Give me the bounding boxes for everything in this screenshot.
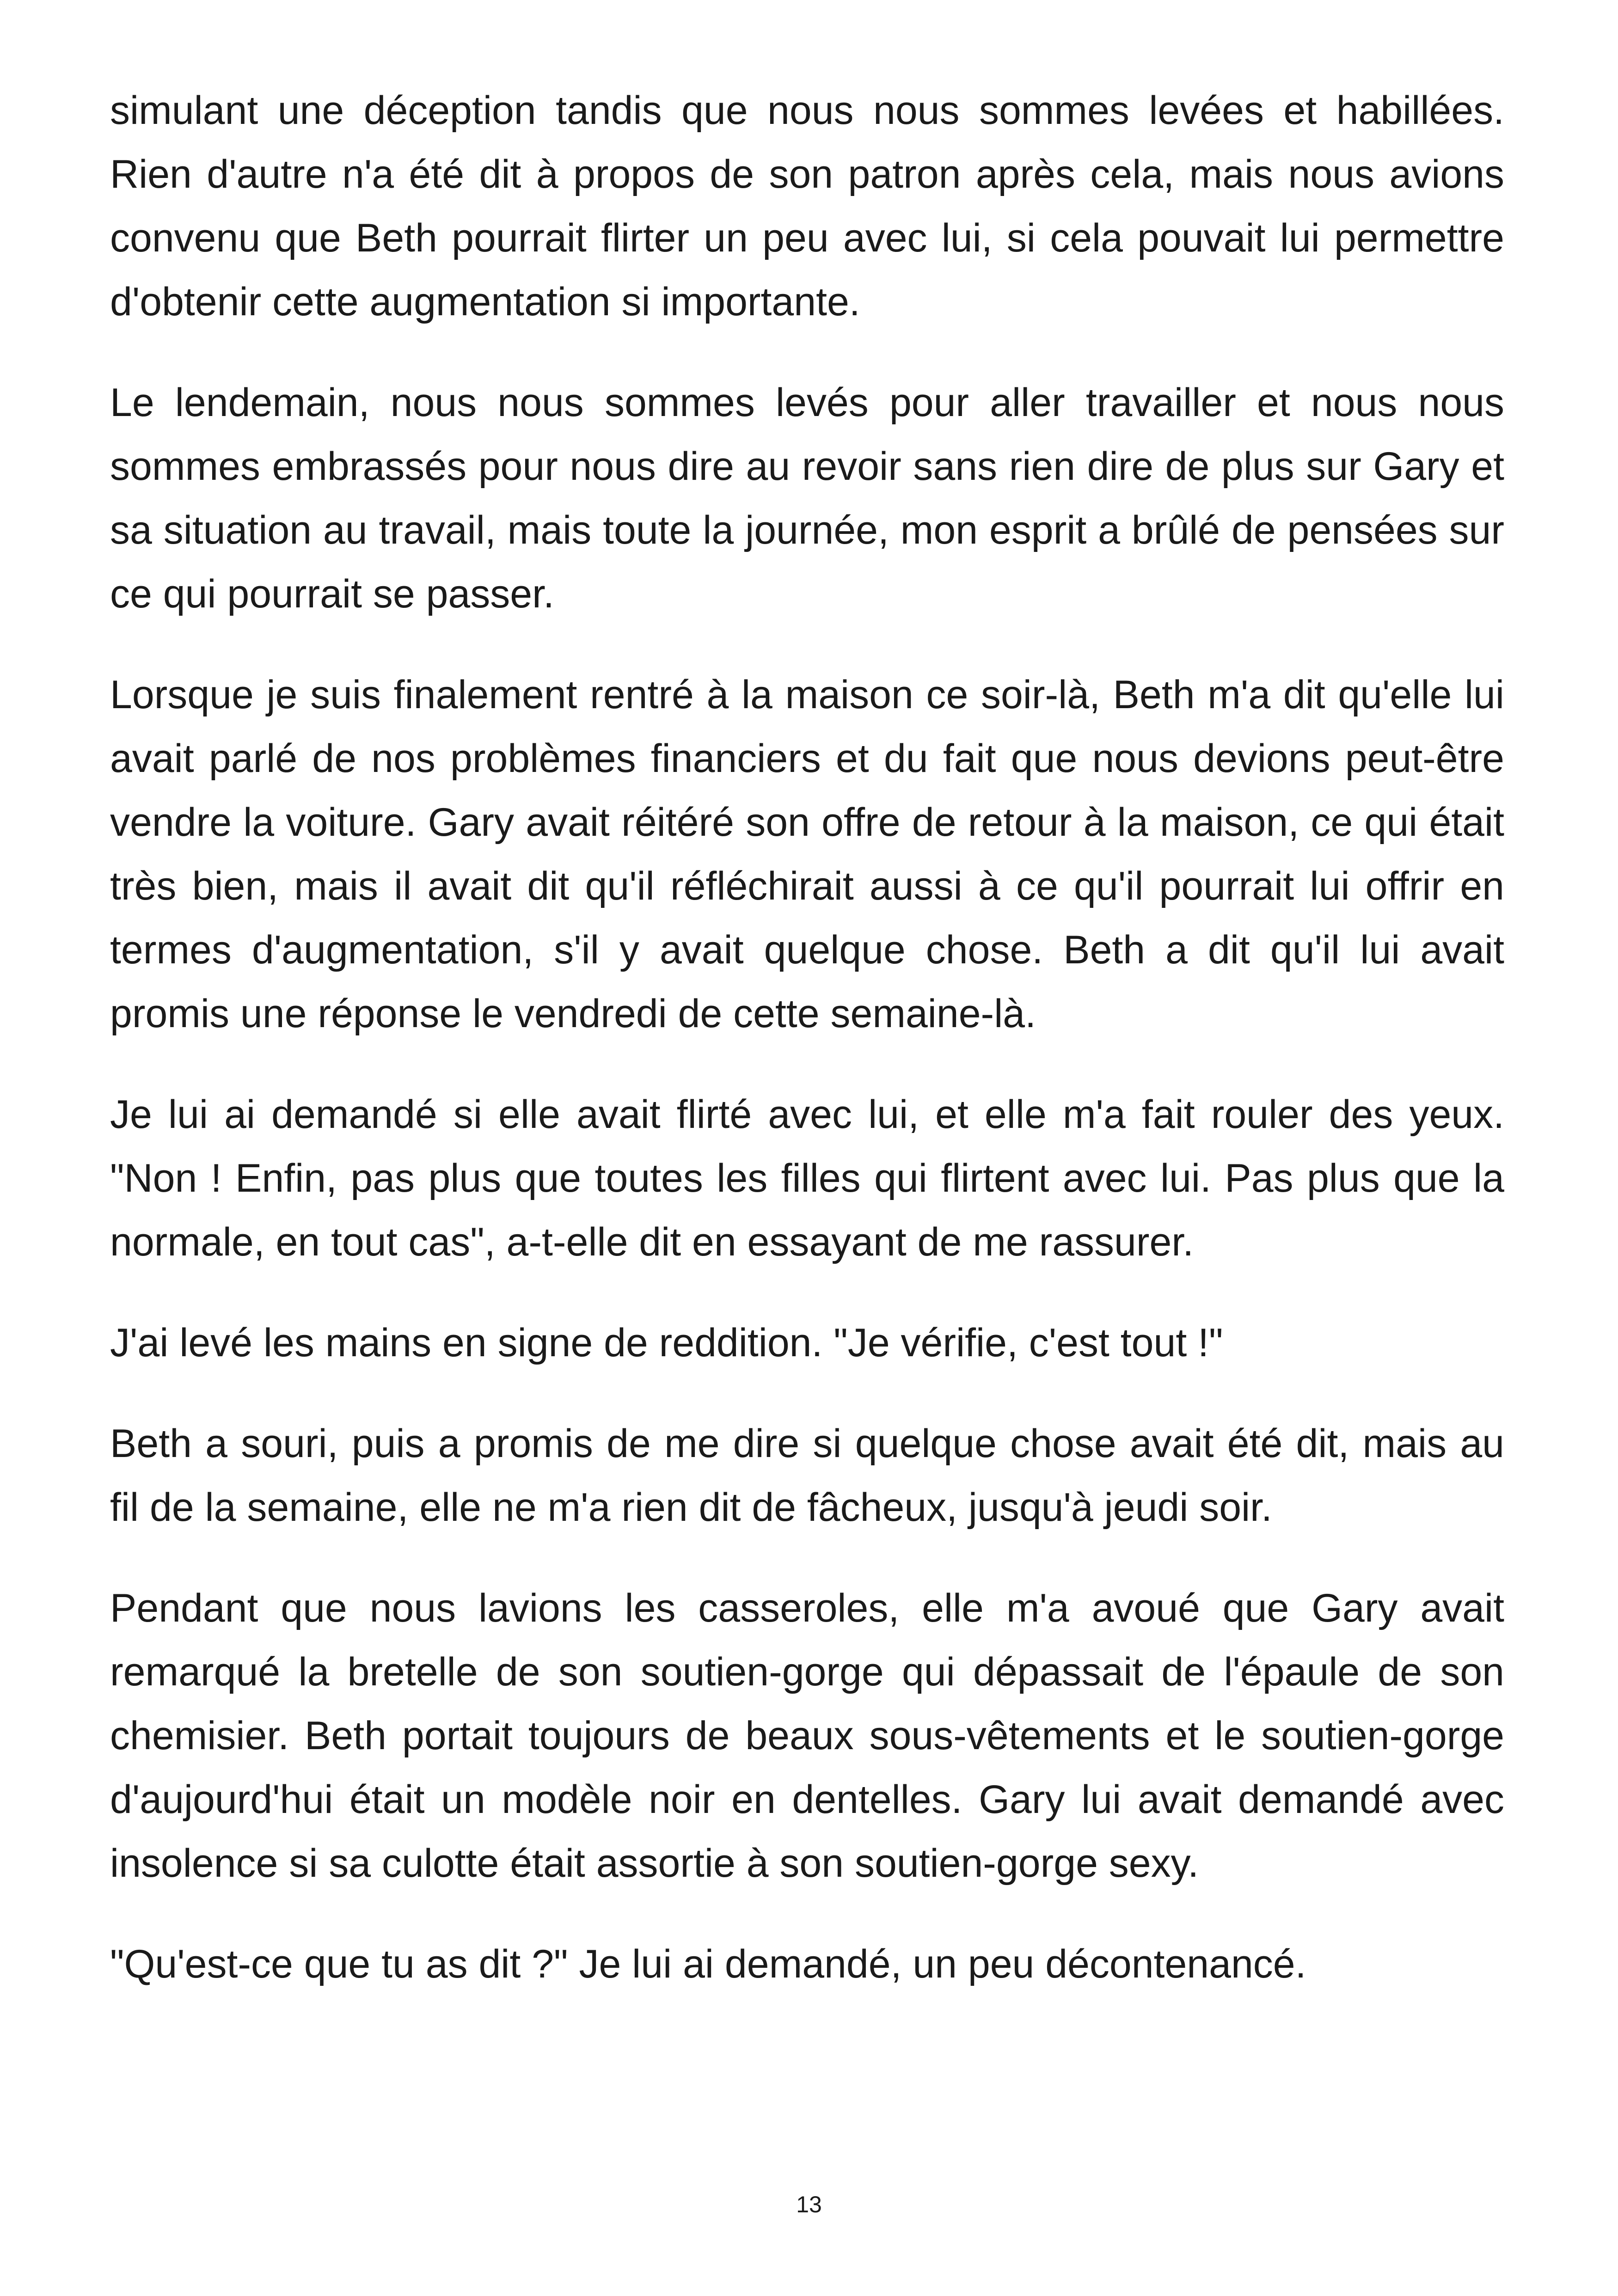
body-text bbox=[110, 79, 1504, 2033]
paragraph: Lorsque je suis finalement rentré à la maison ce soir-là, Beth m'a dit qu'elle lui avait parlé de nos problèmes financiers et du fait que nous devions peut-être vendre la voiture. Gary avait réitéré son offre de retour à la maison, ce qui était très bien, mais il avait dit qu'il réfléchirait aussi à ce qu'il pourrait lui offrir en termes d'augmentation, s'il y avait quelque chose. Beth a dit qu'il lui avait promis une réponse le vendredi de cette semaine-là. bbox=[110, 673, 1504, 1036]
paragraph: Pendant que nous lavions les casseroles, elle m'a avoué que Gary avait remarqué la bretelle de son soutien-gorge qui dépassait de l'épaule de son chemisier. Beth portait toujours de beaux sous-vêtements et le soutien-gorge d'aujourd'hui était un modèle noir en dentelles. Gary lui avait demandé avec insolence si sa culotte était assortie à son soutien-gorge sexy. bbox=[110, 1586, 1504, 1886]
paragraph: "Qu'est-ce que tu as dit ?" Je lui ai demandé, un peu décontenancé. bbox=[110, 1942, 1306, 1986]
paragraph: J'ai levé les mains en signe de reddition. "Je vérifie, c'est tout !" bbox=[110, 1321, 1223, 1365]
paragraph: Beth a souri, puis a promis de me dire si quelque chose avait été dit, mais au fil de la semaine, elle ne m'a rien dit de fâcheux, jusqu'à jeudi soir. bbox=[110, 1421, 1504, 1530]
paragraph: Je lui ai demandé si elle avait flirté avec lui, et elle m'a fait rouler des yeux. "Non ! Enfin, pas plus que toutes les filles qui flirtent avec lui. Pas plus que la normale, en tout cas", a-t-elle dit en essayant de me rassurer. bbox=[110, 1092, 1504, 1264]
paragraph: Le lendemain, nous nous sommes levés pour aller travailler et nous nous sommes embrassés pour nous dire au revoir sans rien dire de plus sur Gary et sa situation au travail, mais toute la journée, mon esprit a brûlé de pensées sur ce qui pourrait se passer. bbox=[110, 380, 1504, 616]
page-number: 13 bbox=[796, 2192, 822, 2217]
paragraph: simulant une déception tandis que nous nous sommes levées et habillées. Rien d'autre n'a été dit à propos de son patron après cela, mais nous avions convenu que Beth pourrait flirter un peu avec lui, si cela pouvait lui permettre d'obtenir cette augmentation si importante. bbox=[110, 88, 1504, 324]
